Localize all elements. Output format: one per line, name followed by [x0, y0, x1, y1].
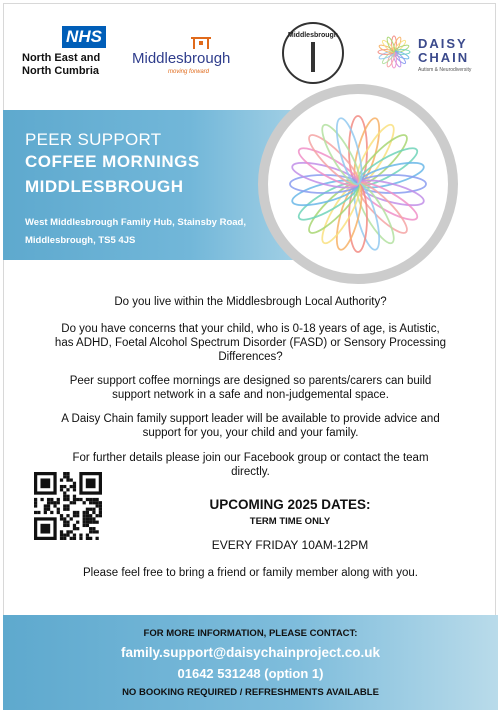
qr-module: [86, 524, 89, 527]
qr-module: [47, 501, 50, 504]
qr-module: [63, 491, 66, 494]
qr-module: [66, 524, 69, 527]
qr-module: [73, 501, 76, 504]
qr-module: [57, 501, 60, 504]
qr-module: [83, 514, 86, 517]
qr-module: [34, 498, 37, 501]
signpost-icon: [311, 42, 315, 72]
qr-module: [92, 508, 95, 511]
qr-module: [66, 488, 69, 491]
qr-module: [83, 517, 86, 520]
qr-module: [89, 537, 92, 540]
qr-module: [73, 485, 76, 488]
qr-module: [89, 527, 92, 530]
qr-module: [73, 498, 76, 501]
qr-module: [96, 498, 99, 501]
daisy-chain-subtitle: Autism & Neurodiversity: [418, 67, 472, 73]
support-leader-line2: support for you, your child and your family.: [142, 427, 359, 439]
qr-finder-block: [86, 478, 96, 488]
qr-module: [86, 508, 89, 511]
qr-module: [63, 504, 66, 507]
nhs-badge: NHS: [62, 26, 106, 48]
question-concerns-line1: Do you have concerns that your child, who is 0-18 years of age, is Autistic,: [61, 323, 440, 335]
venue-address-line1: West Middlesbrough Family Hub, Stainsby Road,: [25, 217, 246, 228]
qr-module: [99, 514, 102, 517]
qr-module: [92, 521, 95, 524]
middlesbrough-name: Middlesbrough: [132, 50, 231, 67]
qr-module: [66, 504, 69, 507]
qr-module: [63, 537, 66, 540]
qr-module: [44, 511, 47, 514]
qr-module: [89, 508, 92, 511]
qr-module: [73, 482, 76, 485]
qr-module: [37, 511, 40, 514]
qr-module: [60, 517, 63, 520]
qr-module: [99, 511, 102, 514]
qr-module: [53, 504, 56, 507]
qr-module: [76, 511, 79, 514]
support-leader-info: [30, 412, 471, 440]
qr-module: [60, 514, 63, 517]
qr-module: [63, 508, 66, 511]
qr-module: [86, 534, 89, 537]
qr-module: [86, 514, 89, 517]
qr-module: [79, 498, 82, 501]
daisy-chain-name: [418, 37, 469, 65]
qr-module: [66, 475, 69, 478]
qr-module: [53, 501, 56, 504]
qr-module: [63, 498, 66, 501]
contact-footer: [3, 615, 498, 710]
qr-module: [92, 527, 95, 530]
qr-module: [92, 501, 95, 504]
qr-module: [92, 511, 95, 514]
qr-module: [70, 517, 73, 520]
qr-module: [34, 511, 37, 514]
qr-module: [89, 514, 92, 517]
qr-module: [60, 530, 63, 533]
qr-module: [66, 498, 69, 501]
qr-module: [96, 501, 99, 504]
contact-email[interactable]: family.support@daisychainproject.co.uk: [121, 645, 380, 660]
qr-module: [47, 508, 50, 511]
qr-finder-block: [40, 478, 50, 488]
nhs-trust-name: [22, 52, 132, 78]
qr-module: [92, 498, 95, 501]
qr-module: [76, 498, 79, 501]
qr-module: [89, 521, 92, 524]
qr-module: [89, 498, 92, 501]
qr-module: [66, 508, 69, 511]
qr-module: [96, 504, 99, 507]
qr-module: [57, 498, 60, 501]
qr-module: [76, 514, 79, 517]
transporter-bridge-icon: [190, 36, 212, 50]
qr-module: [83, 501, 86, 504]
qr-module: [73, 524, 76, 527]
qr-module: [63, 521, 66, 524]
daisy-flower-icon: [376, 34, 412, 70]
qr-module: [66, 521, 69, 524]
qr-module: [86, 511, 89, 514]
qr-module: [60, 478, 63, 481]
qr-module: [76, 521, 79, 524]
large-flower-icon: [282, 108, 434, 260]
qr-module: [92, 517, 95, 520]
question-concerns: [30, 322, 471, 364]
qr-module: [73, 527, 76, 530]
term-time-note: TERM TIME ONLY: [249, 516, 331, 527]
qr-finder-block: [40, 524, 50, 534]
qr-module: [70, 478, 73, 481]
nhs-trust-line1: North East and: [22, 52, 101, 64]
peer-support-line2: support network in a safe and non-judgemental space.: [112, 389, 389, 401]
qr-module: [79, 534, 82, 537]
qr-module: [40, 498, 43, 501]
qr-module: [86, 521, 89, 524]
qr-module: [96, 521, 99, 524]
qr-module: [66, 495, 69, 498]
qr-module: [73, 511, 76, 514]
question-local-authority: Do you live within the Middlesbrough Local Authority?: [114, 296, 387, 308]
bring-friend-note: Please feel free to bring a friend or family member along with you.: [83, 567, 418, 579]
qr-module: [63, 495, 66, 498]
qr-module: [86, 517, 89, 520]
contact-heading: FOR MORE INFORMATION, PLEASE CONTACT:: [143, 628, 358, 639]
qr-module: [83, 524, 86, 527]
qr-module: [86, 537, 89, 540]
qr-module: [73, 537, 76, 540]
qr-module: [99, 504, 102, 507]
question-concerns-line2: has ADHD, Foetal Alcohol Spectrum Disorder (FASD) or Sensory Processing: [54, 337, 447, 349]
qr-module: [60, 488, 63, 491]
qr-module: [50, 501, 53, 504]
qr-module: [96, 514, 99, 517]
qr-module: [73, 495, 76, 498]
qr-module: [86, 498, 89, 501]
venue-address-line2: Middlesbrough, TS5 4JS: [25, 235, 136, 246]
upcoming-dates-heading: UPCOMING 2025 DATES:: [209, 497, 371, 512]
parent-carer-forum-text: Middlesbrough: [287, 32, 339, 39]
qr-module: [96, 530, 99, 533]
qr-module: [70, 501, 73, 504]
qr-module: [83, 521, 86, 524]
qr-module: [60, 537, 63, 540]
parent-carer-forum-logo: [282, 22, 344, 84]
qr-module: [66, 530, 69, 533]
banner-title-line3: MIDDLESBROUGH: [25, 177, 184, 196]
qr-module: [66, 534, 69, 537]
qr-module: [47, 504, 50, 507]
qr-module: [60, 534, 63, 537]
qr-module: [50, 498, 53, 501]
qr-module: [44, 508, 47, 511]
qr-module: [57, 508, 60, 511]
qr-module: [70, 537, 73, 540]
peer-support-description: [30, 374, 471, 402]
qr-module: [79, 537, 82, 540]
daisy-chain-line1: DAISY: [418, 36, 468, 51]
middlesbrough-tagline: moving forward: [168, 69, 210, 75]
qr-module: [63, 475, 66, 478]
qr-module: [63, 534, 66, 537]
qr-module: [63, 472, 66, 475]
daisy-chain-line2: CHAIN: [418, 50, 470, 65]
qr-module: [34, 501, 37, 504]
qr-module: [89, 530, 92, 533]
booking-refreshments-note: NO BOOKING REQUIRED / REFRESHMENTS AVAILABLE: [122, 687, 379, 698]
qr-module: [96, 537, 99, 540]
qr-module: [63, 485, 66, 488]
qr-module: [99, 508, 102, 511]
qr-module: [73, 488, 76, 491]
further-details-line2: directly.: [231, 466, 270, 478]
contact-phone[interactable]: 01642 531248 (option 1): [177, 666, 324, 681]
qr-module: [60, 485, 63, 488]
qr-module: [70, 530, 73, 533]
qr-module: [70, 485, 73, 488]
qr-module: [47, 498, 50, 501]
qr-module: [63, 524, 66, 527]
qr-module: [89, 501, 92, 504]
qr-module: [63, 517, 66, 520]
support-leader-line1: A Daisy Chain family support leader will be available to provide advice and: [61, 413, 440, 425]
peer-support-line1: Peer support coffee mornings are designed so parents/carers can build: [69, 375, 432, 387]
qr-module: [50, 511, 53, 514]
qr-module: [44, 504, 47, 507]
qr-module: [92, 530, 95, 533]
qr-module: [57, 511, 60, 514]
session-schedule: EVERY FRIDAY 10AM-12PM: [211, 538, 369, 552]
qr-module: [99, 501, 102, 504]
qr-module: [66, 472, 69, 475]
logo-row: [0, 22, 501, 92]
qr-module: [73, 534, 76, 537]
qr-module: [34, 504, 37, 507]
qr-module: [83, 511, 86, 514]
nhs-trust-line2: North Cumbria: [22, 65, 99, 77]
further-details-line1: For further details please join our Facebook group or contact the team: [72, 452, 429, 464]
question-concerns-line3: Differences?: [218, 351, 283, 363]
qr-module: [66, 514, 69, 517]
banner-title-line2: COFFEE MORNINGS: [25, 152, 200, 171]
qr-module: [73, 514, 76, 517]
banner-title-line1: PEER SUPPORT: [25, 130, 162, 149]
qr-code-icon[interactable]: [34, 472, 102, 540]
qr-module: [66, 478, 69, 481]
qr-module: [89, 517, 92, 520]
qr-module: [76, 527, 79, 530]
